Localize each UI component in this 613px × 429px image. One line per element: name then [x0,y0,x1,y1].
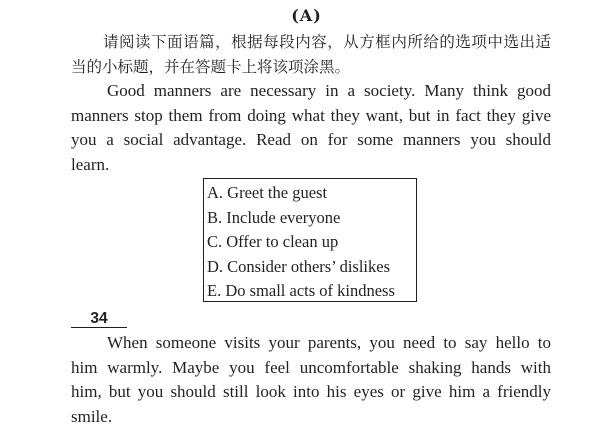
option-c: C. Offer to clean up [207,232,339,251]
intro-paragraph: Good manners are necessary in a society. Many think good manners stop them from doing what they want, but in fact they give you a social advantage. Read on for some manners you should learn. [71,81,551,174]
question-paragraph: When someone visits your parents, you need to say hello to him warmly. Maybe you feel uncomfortable shaking hands with him, but you should still look into his eyes or give him a friendly smile. [71,333,551,426]
option-e: E. Do small acts of kindness [207,281,395,300]
section-title: (A) [291,6,322,25]
option-d: D. Consider others’ dislikes [207,256,391,276]
option-a: A. Greet the guest [207,183,328,202]
option-b: B. Include everyone [207,207,341,227]
options-box [203,178,417,302]
question-number-blank: 34 [71,310,127,328]
instructions-text: 请阅读下面语篇，根据每段内容，从方框内所给的选项中选出适当的小标题，并在答题卡上将该项涂黑。 [71,33,551,76]
